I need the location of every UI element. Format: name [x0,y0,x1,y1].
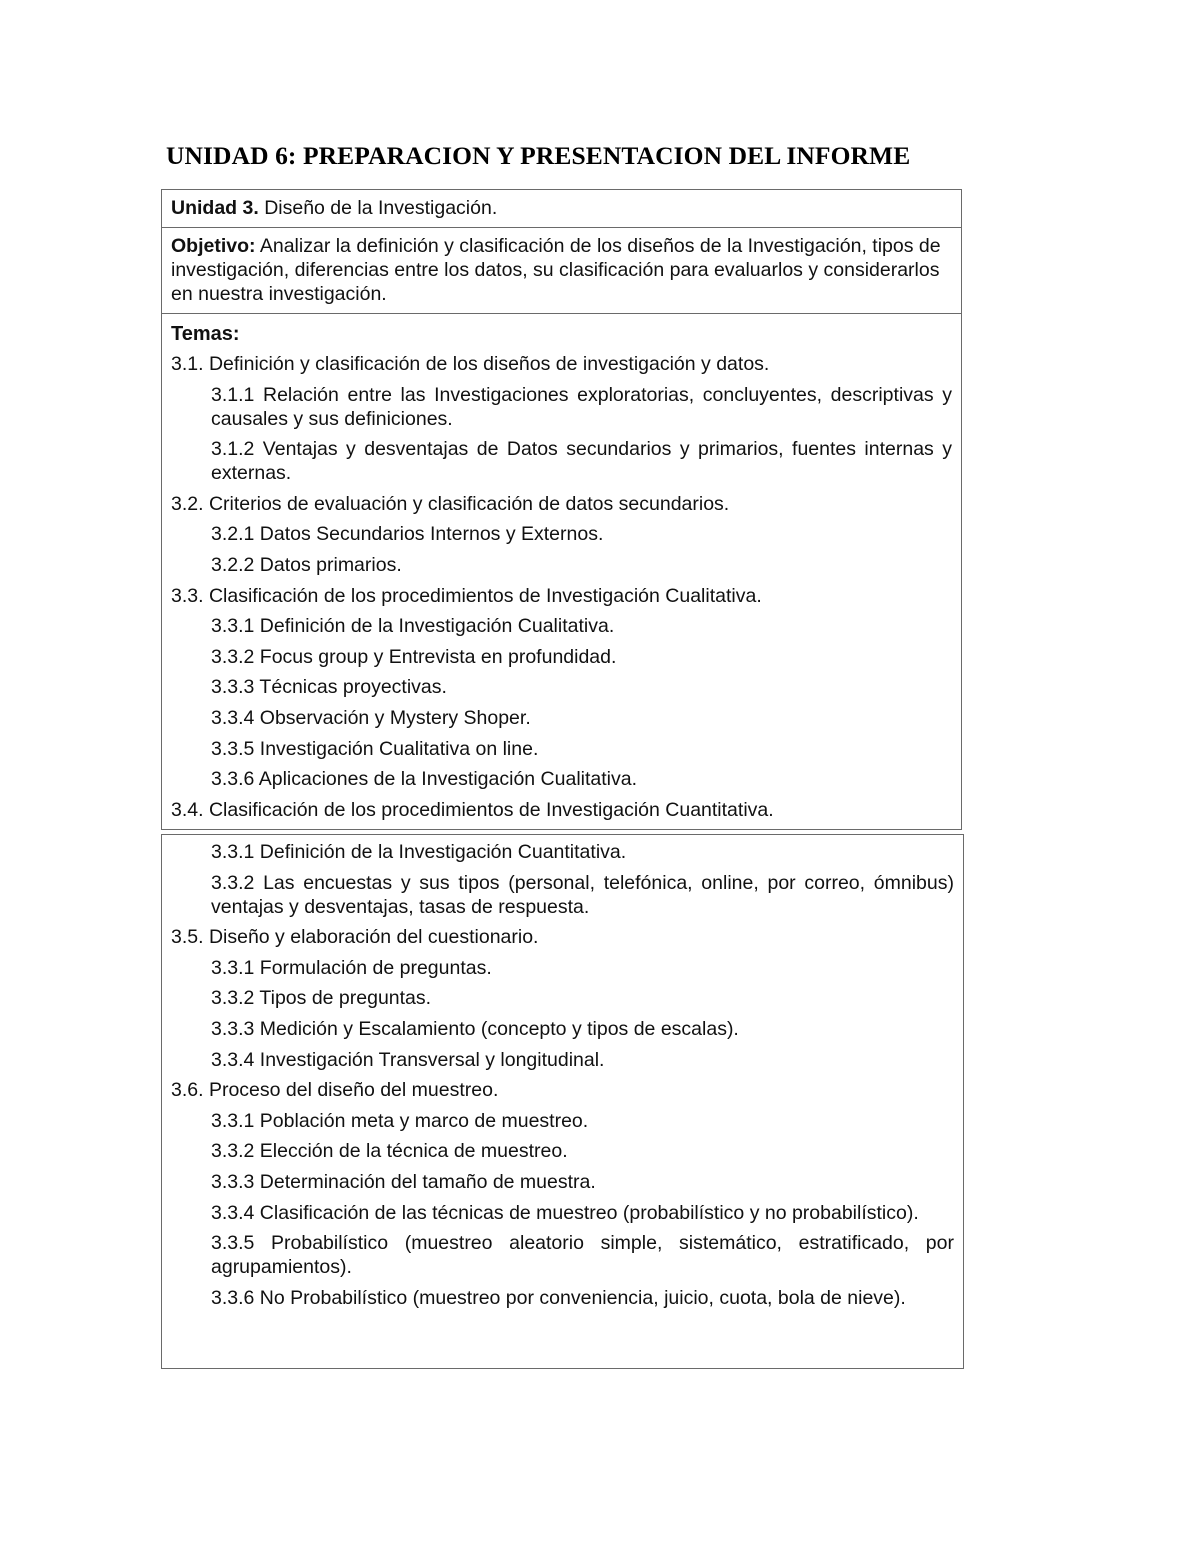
subtopic-item: 3.3.2 Focus group y Entrevista en profundidad. [211,645,617,668]
subtopic-item: 3.3.1 Formulación de preguntas. [211,956,492,979]
subtopic-item: 3.1.2 Ventajas y desventajas de Datos secundarios y primarios, fuentes internas y externas. [211,438,952,485]
syllabus-table-part-2 [161,834,964,1369]
unit-text: Diseño de la Investigación. [264,197,498,219]
subtopic-item: 3.1.1 Relación entre las Investigaciones exploratorias, concluyentes, descriptivas y causales y sus definiciones. [211,383,952,430]
topics-section [162,314,961,822]
subtopic-item: 3.2.2 Datos primarios. [211,553,402,576]
subtopic-item: 3.3.4 Investigación Transversal y longitudinal. [211,1048,605,1071]
subtopic-item: 3.3.6 No Probabilístico (muestreo por conveniencia, juicio, cuota, bola de nieve). [211,1286,906,1309]
page-title: UNIDAD 6: PREPARACION Y PRESENTACION DEL INFORME [166,141,911,170]
topic-item: 3.6. Proceso del diseño del muestreo. [171,1079,499,1102]
topic-item: 3.5. Diseño y elaboración del cuestionario. [171,926,539,949]
subtopic-item: 3.3.2 Elección de la técnica de muestreo. [211,1140,568,1163]
subtopic-item: 3.3.1 Población meta y marco de muestreo. [211,1109,589,1132]
topics-heading: Temas: [171,323,240,345]
objective-row [162,228,961,314]
syllabus-table-part-1 [161,189,962,830]
unit-label: Unidad 3. [171,197,259,219]
unit-row [162,190,961,228]
topic-item: 3.1. Definición y clasificación de los diseños de investigación y datos. [171,353,770,375]
subtopic-item: 3.3.2 Tipos de preguntas. [211,987,432,1010]
subtopic-item: 3.3.1 Definición de la Investigación Cualitativa. [211,615,615,638]
topic-item: 3.4. Clasificación de los procedimientos de Investigación Cuantitativa. [171,798,774,821]
subtopic-item: 3.3.2 Las encuestas y sus tipos (personal, telefónica, online, por correo, ómnibus) ventajas y desventajas, tasas de respuesta. [211,871,954,918]
topics-list [171,352,952,822]
objective-text: Analizar la definición y clasificación de los diseños de la Investigación, tipos de investigación, diferencias entre los datos, su clasificación para evaluarlos y considerarlos en nuestra investigación. [171,235,941,305]
subtopic-item: 3.3.5 Probabilístico (muestreo aleatorio simple, sistemático, estratificado, por agrupamientos). [211,1232,954,1279]
subtopic-item: 3.2.1 Datos Secundarios Internos y Externos. [211,523,604,546]
topics-section-continued [162,835,963,1310]
subtopic-item: 3.3.3 Determinación del tamaño de muestra. [211,1170,596,1193]
topic-item: 3.2. Criterios de evaluación y clasificación de datos secundarios. [171,492,730,515]
subtopic-item: 3.3.4 Clasificación de las técnicas de muestreo (probabilístico y no probabilístico). [211,1201,919,1224]
subtopic-item: 3.3.6 Aplicaciones de la Investigación Cualitativa. [211,768,638,791]
subtopic-item: 3.3.3 Técnicas proyectivas. [211,676,447,699]
topics-list-continued [171,840,954,1310]
subtopic-item: 3.3.1 Definición de la Investigación Cuantitativa. [211,841,627,863]
subtopic-item: 3.3.3 Medición y Escalamiento (concepto y tipos de escalas). [211,1017,739,1040]
subtopic-item: 3.3.4 Observación y Mystery Shoper. [211,706,531,729]
subtopic-item: 3.3.5 Investigación Cualitativa on line. [211,737,539,760]
topic-item: 3.3. Clasificación de los procedimientos de Investigación Cualitativa. [171,584,762,607]
objective-label: Objetivo: [171,235,256,257]
